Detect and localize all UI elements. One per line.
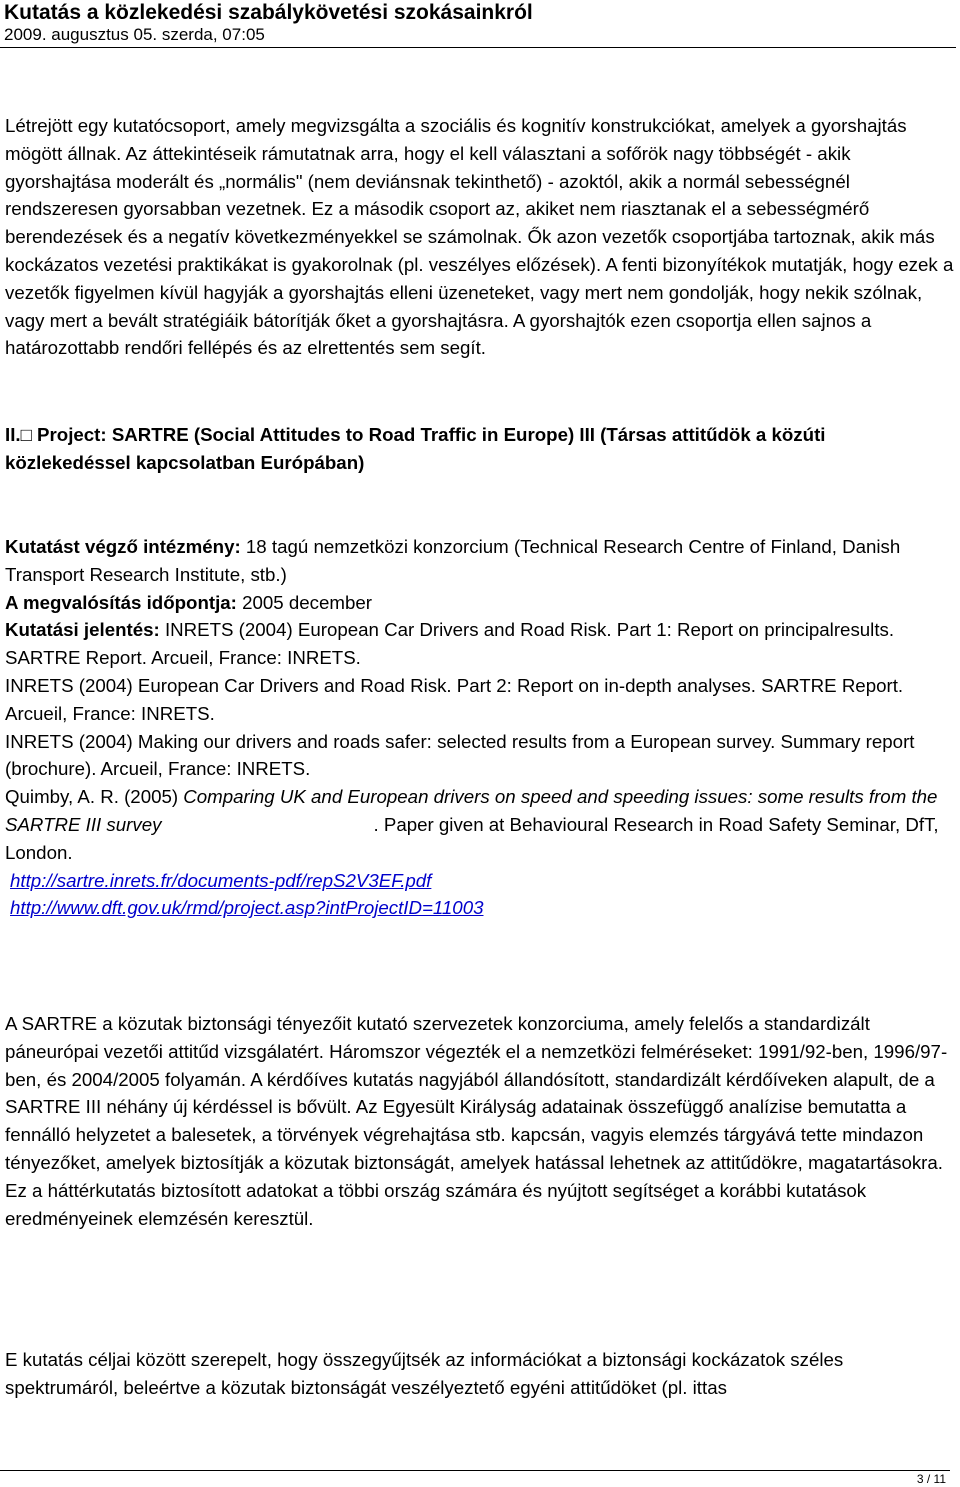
sartre-description-section xyxy=(5,1010,955,1232)
link-line-2 xyxy=(5,894,955,922)
document-title: Kutatás a közlekedési szabálykövetési szokásainkról xyxy=(4,1,533,24)
header-divider xyxy=(0,47,956,48)
publish-date: 2009. augusztus 05. szerda, 07:05 xyxy=(4,25,265,44)
research-goals-paragraph: E kutatás céljai között szerepelt, hogy összegyűjtsék az információkat a biztonsági kockázatok széles spektrumáról, beleértve a közutak biztonságát veszélyeztető egyéni attitűdöket (pl. ittas xyxy=(5,1349,844,1398)
reference-2: INRETS (2004) European Car Drivers and Road Risk. Part 2: Report on in-depth analyses. SARTRE Report. Arcueil, France: INRETS. xyxy=(5,674,904,724)
reference-4-author: Quimby, A. R. (2005) xyxy=(5,786,184,808)
date-value: 2005 december xyxy=(236,591,372,613)
reference-4-rest: . Paper given at Behavioural Research in Road Safety Seminar, DfT, London. xyxy=(5,813,939,863)
date-line xyxy=(5,589,955,617)
date-label: A megvalósítás időpontja: xyxy=(5,591,237,613)
report-line xyxy=(5,616,955,672)
research-goals-section xyxy=(5,1346,955,1402)
project-heading: II.□ Project: SARTRE (Social Attitudes to Road Traffic in Europe) III (Társas attitűdök a közúti közlekedéssel kapcsolatban Európában) xyxy=(5,424,826,473)
page-number: 3 / 11 xyxy=(916,1472,946,1486)
sartre-description-paragraph: A SARTRE a közutak biztonsági tényezőit kutató szervezetek konzorciuma, amely felelős a standardizált páneurópai vezetői attitűd vizsgálatért. Háromszor végezték el a nemzetközi felméréseket: 1991/92-ben, 1996/97-ben, és 2004/2005 folyamán. A kérdőíves kutatás nagyjából állandósított, standardizált kérdőíveken alapult, de a SARTRE III néhány új kérdéssel is bővült. Az Egyesült Királyság adatainak összefüggő analízise bemutatta a fennálló helyzetet a balesetek, a törvények végrehajtása stb. kapcsán, vagyis elemzés tárgyává tette mindazon tényezőket, amelyek biztosítják a közutak biztonságát, amelyek hatással lehetnek az attitűdökre, magatartásokra. Ez a háttérkutatás biztosított adatokat a többi ország számára és nyújtott segítséget a korábbi kutatások eredményeinek elemzésén keresztül. xyxy=(5,1013,948,1229)
reference-4-title: Comparing UK and European drivers on speed and speeding issues: some results from the SARTRE III survey xyxy=(5,786,938,835)
institution-label: Kutatást végző intézmény: xyxy=(5,536,241,557)
footer-divider xyxy=(0,1470,950,1471)
intro-paragraph: Létrejött egy kutatócsoport, amely megvizsgálta a szociális és kognitív konstrukciókat, amelyek a gyorshajtás mögött állnak. Az áttekintéseik rámutatnak arra, hogy el kell választani a sofőrök nagy többségét - akik gyorshajtása moderált és „normális" (nem deviánsnak tekinthető) - azoktól, akik a normál sebességnél rendszeresen gyorsabban vezetnek. Ez a második csoport az, akiket nem riasztanak el a sebességmérő berendezések és a negatív következményekkel se számolnak. Ők azon vezetők csoportjába tartoznak, akik más kockázatos vezetési praktikákat is gyakorolnak (pl. veszélyes előzések). A fenti bizonyítékok mutatják, hogy ezek a vezetők figyelmen kívül hagyják a gyorshajtás elleni üzeneteket, vagy mert nem gondolják, hogy nekik szólnak, vagy mert a bevált stratégiáik bátorítják őket a gyorshajtásra. A gyorshajtók ezen csoportja ellen sajnos a határozottabb rendőri fellépés és az elrettentés sem segít. xyxy=(5,115,954,359)
link-line-1 xyxy=(5,867,955,895)
sartre-pdf-link[interactable]: http://sartre.inrets.fr/documents-pdf/repS2V3EF.pdf xyxy=(10,869,432,891)
institution-line xyxy=(5,533,955,589)
page-header xyxy=(4,0,956,45)
report-label: Kutatási jelentés: xyxy=(5,619,160,641)
dft-project-link[interactable]: http://www.dft.gov.uk/rmd/project.asp?intProjectID=11003 xyxy=(10,897,484,919)
reference-4 xyxy=(5,783,955,866)
report-value: INRETS (2004) European Car Drivers and Road Risk. Part 1: Report on principalresults. SARTRE Report. Arcueil, France: INRETS. xyxy=(5,619,895,669)
project-details xyxy=(5,533,955,922)
project-heading-section xyxy=(5,421,955,477)
intro-section xyxy=(5,112,955,362)
institution-value: 18 tagú nemzetközi konzorcium (Technical Research Centre of Finland, Danish Transport Research Institute, stb.) xyxy=(5,536,901,585)
reference-3: INRETS (2004) Making our drivers and roads safer: selected results from a European survey. Summary report (brochure). Arcueil, France: INRETS. xyxy=(5,730,915,780)
